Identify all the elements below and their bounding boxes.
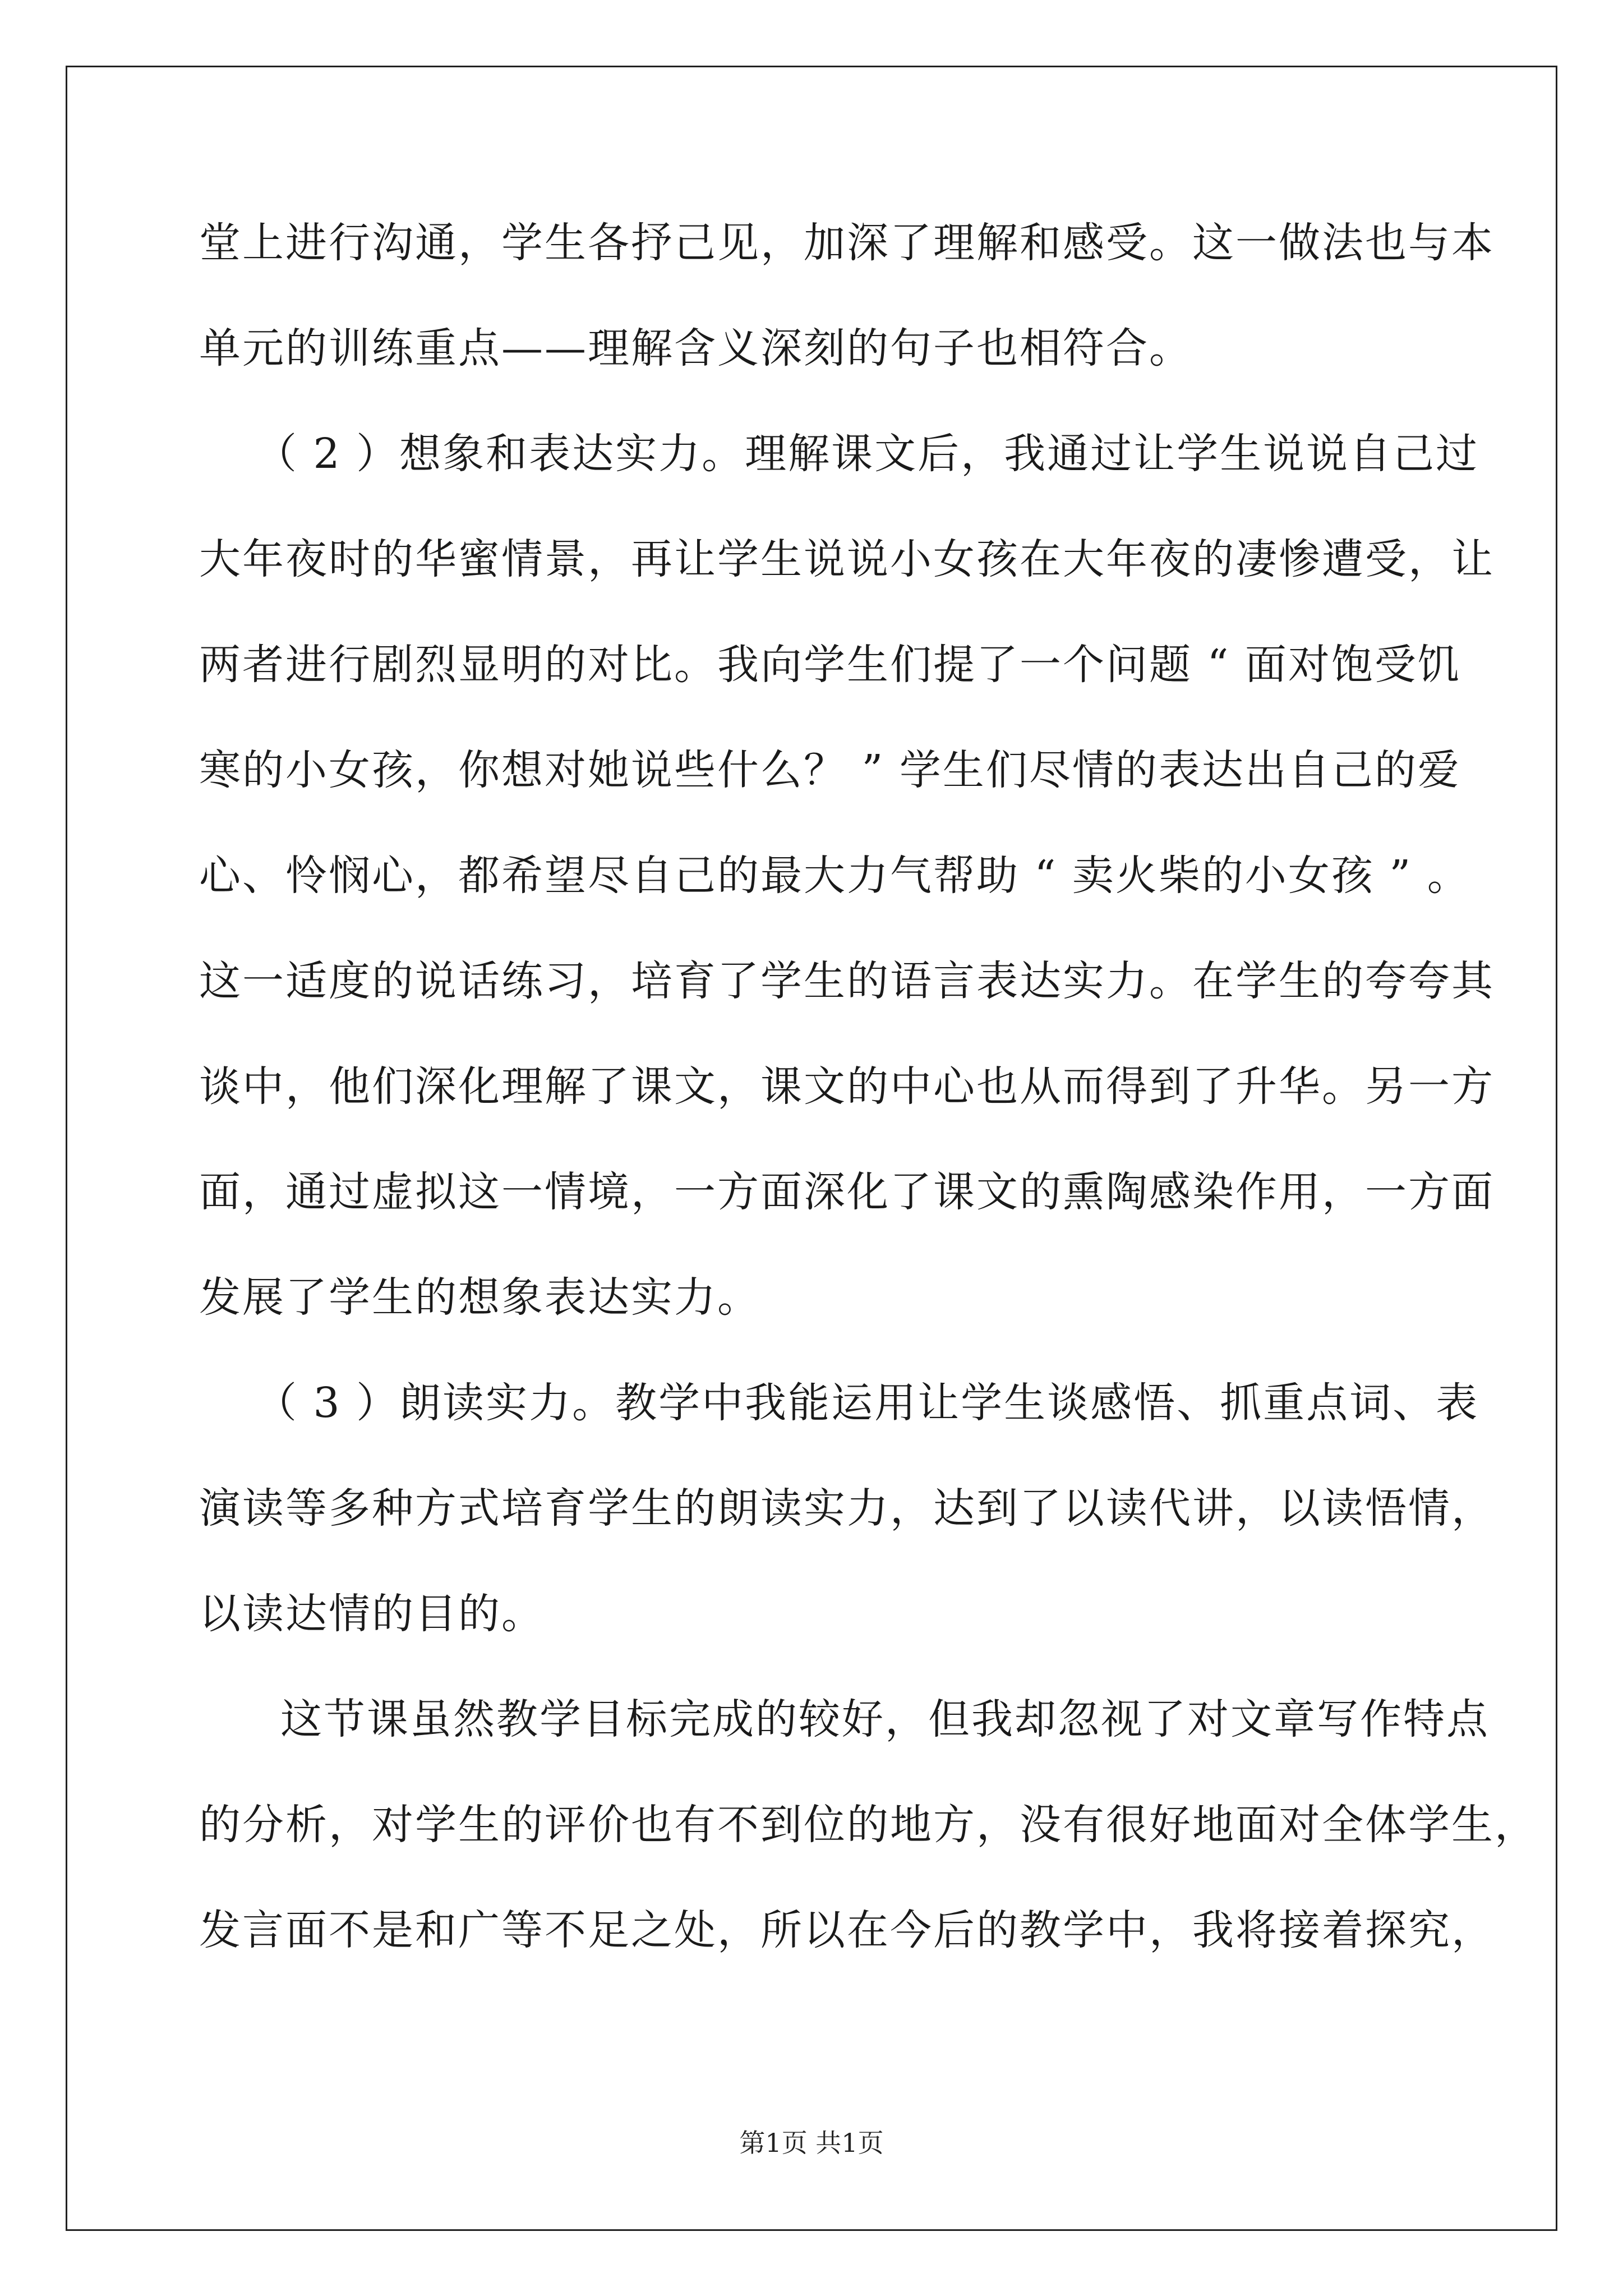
text-line: 两者进行剧烈显明的对比。我向学生们提了一个问题 “ 面对饱受饥 bbox=[199, 641, 1461, 689]
page-number-footer: 第1页 共1页 bbox=[739, 2128, 884, 2158]
text-line: 寒的小女孩，你想对她说些什么？ ” 学生们尽情的表达出自己的爱 bbox=[199, 746, 1461, 794]
text-line: 心、怜悯心，都希望尽自己的最大力气帮助 “ 卖火柴的小女孩 ” 。 bbox=[199, 852, 1470, 900]
text-line: （ 3 ）朗读实力。教学中我能运用让学生谈感悟、抓重点词、表 bbox=[255, 1379, 1479, 1427]
text-line: 谈中，他们深化理解了课文，课文的中心也从而得到了升华。另一方 bbox=[199, 1062, 1495, 1111]
text-line: 大年夜时的华蜜情景，再让学生说说小女孩在大年夜的凄惨遭受，让 bbox=[199, 535, 1495, 583]
text-line: （ 2 ）想象和表达实力。理解课文后，我通过让学生说说自己过 bbox=[255, 430, 1479, 478]
text-line: 发言面不是和广等不足之处，所以在今后的教学中，我将接着探究， bbox=[199, 1906, 1495, 1954]
text-line: 以读达情的目的。 bbox=[199, 1590, 545, 1638]
text-line: 演读等多种方式培育学生的朗读实力，达到了以读代讲，以读悟情， bbox=[199, 1484, 1495, 1533]
text-line: 发展了学生的想象表达实力。 bbox=[199, 1273, 760, 1322]
text-line: 堂上进行沟通，学生各抒己见，加深了理解和感受。这一做法也与本 bbox=[199, 219, 1495, 267]
text-line: 的分析，对学生的评价也有不到位的地方，没有很好地面对全体学生， bbox=[199, 1801, 1538, 1849]
text-line: 面，通过虚拟这一情境，一方面深化了课文的熏陶感染作用，一方面 bbox=[199, 1168, 1495, 1216]
text-line: 单元的训练重点——理解含义深刻的句子也相符合。 bbox=[199, 324, 1192, 372]
text-line: 这节课虽然教学目标完成的较好，但我却忽视了对文章写作特点 bbox=[280, 1695, 1490, 1743]
text-line: 这一适度的说话练习，培育了学生的语言表达实力。在学生的夸夸其 bbox=[199, 957, 1495, 1005]
